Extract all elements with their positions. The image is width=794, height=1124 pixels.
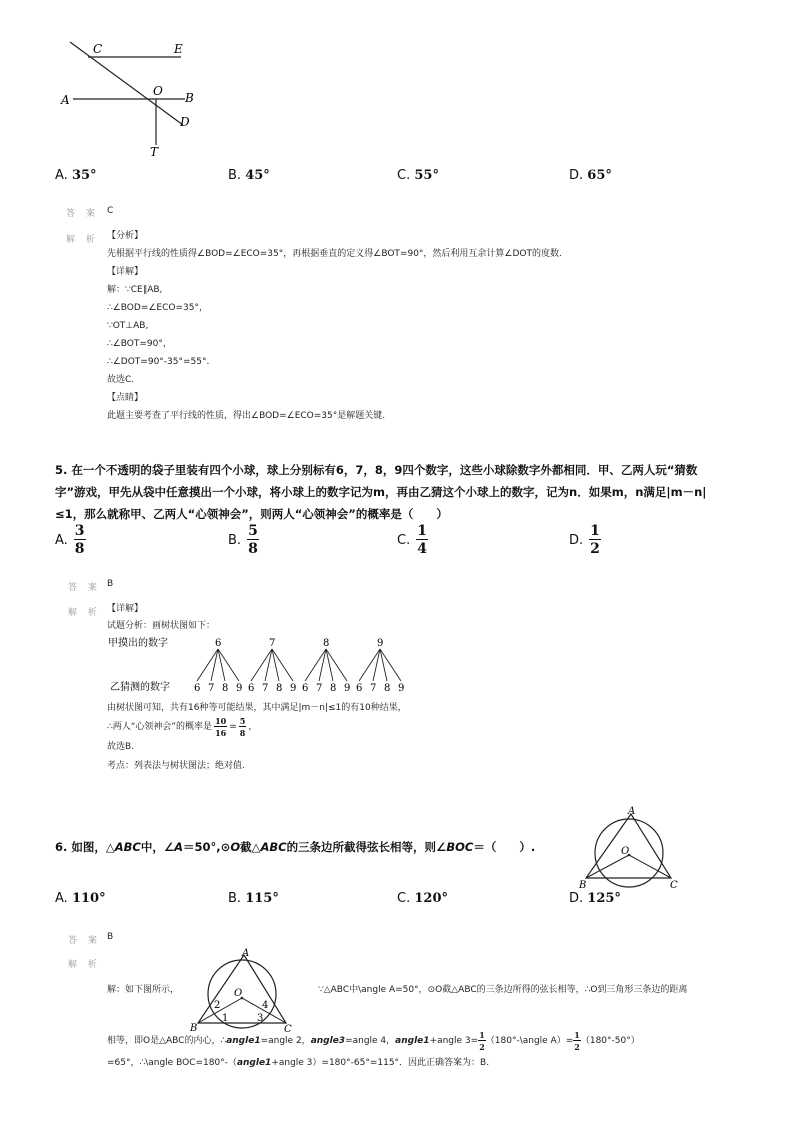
label-o: O [621, 846, 630, 857]
segment-ob [586, 855, 629, 878]
tree-leaf-9: 9 [398, 683, 405, 694]
stem-var: ABC [114, 840, 141, 854]
label-b: B [190, 1023, 198, 1034]
tree-root-8: 8 [323, 638, 330, 649]
numerator: 10 [215, 716, 227, 726]
tree-leaf-7: 7 [370, 683, 377, 694]
angle-label-4: 4 [262, 1000, 269, 1011]
tree-leaf-7: 7 [316, 683, 323, 694]
tree-bottom-label: 乙猜测的数字 [110, 682, 170, 693]
stem-var: O [230, 840, 241, 854]
analysis-line: ∵OT⊥AB, [107, 321, 149, 331]
solution-text: =65°，∴\angle BOC=180°-（ [107, 1058, 237, 1068]
denominator: 8 [248, 541, 258, 557]
label-b: B [579, 880, 587, 891]
stem-var: BOC [446, 840, 474, 854]
q5-option-b[interactable] [228, 524, 259, 556]
option-value: 110° [71, 891, 106, 906]
analysis-line: 故选C. [107, 375, 135, 385]
prob-fraction-a [214, 717, 227, 737]
numerator: 5 [248, 523, 258, 539]
option-value: 65° [587, 168, 612, 183]
numerator: 1 [479, 1030, 485, 1040]
tree-leaf-9: 9 [290, 683, 297, 694]
stem-var: A [174, 840, 184, 854]
q5-detail-heading: 【详解】 [107, 604, 144, 614]
numerator: 1 [590, 523, 600, 539]
tree-roots [215, 638, 383, 649]
prob-equals: = [229, 722, 237, 732]
tree-leaf-8: 8 [330, 683, 337, 694]
option-letter: D. [569, 891, 584, 906]
label-a: A [628, 806, 636, 817]
denominator: 16 [215, 728, 227, 738]
q4-option-b[interactable] [228, 168, 270, 183]
label-c: C [93, 42, 103, 56]
option-fraction [416, 524, 428, 556]
q6-solution-line1: ∵△ABC中\angle A=50°，⊙O截△ABC的三条边所得的弦长相等，∴O到三角形三条边的距离 [318, 985, 688, 995]
solution-text: （180°-\angle A）= [485, 1036, 574, 1046]
analysis-line: ∴∠BOD=∠ECO=35°， [107, 303, 208, 313]
option-letter: A. [55, 891, 68, 906]
tree-leaf-7: 7 [208, 683, 215, 694]
q4-analysis [107, 227, 562, 425]
stem-line: ≤1，那么就称甲、乙两人“心领神会”，则两人“心领神会”的概率是（ ） [55, 507, 448, 521]
option-letter: A. [55, 168, 68, 183]
analysis-line: 【详解】 [107, 267, 144, 277]
stem-text: 截△ [240, 840, 261, 854]
option-letter: B. [228, 532, 242, 548]
solution-var: angle1 [395, 1036, 430, 1046]
q6-solution-line3 [107, 1054, 489, 1072]
q4-answer-tag: 答 案 [66, 209, 99, 219]
option-letter: C. [397, 891, 411, 906]
option-fraction [74, 524, 86, 556]
option-value: 120° [414, 891, 448, 906]
tree-leaf-9: 9 [236, 683, 243, 694]
stem-text: ＝50°,⊙ [183, 840, 231, 854]
q5-option-d[interactable] [569, 524, 601, 556]
tree-leaf-6: 6 [194, 683, 201, 694]
q4-answer: C [107, 206, 114, 216]
label-d: D [180, 115, 190, 129]
q4-figure [55, 38, 215, 163]
solution-text: +angle 3= [429, 1036, 479, 1046]
option-fraction [247, 524, 259, 556]
q6-solution-line2 [107, 1031, 640, 1051]
tree-leaf-8: 8 [222, 683, 229, 694]
label-o: O [234, 988, 243, 999]
q6-answer-tag: 答 案 [68, 936, 101, 946]
label-a: A [242, 948, 250, 959]
q5-analysis-tag: 解 析 [68, 608, 101, 618]
label-a: A [61, 93, 70, 107]
q4-option-a[interactable] [55, 168, 97, 183]
option-letter: C. [397, 532, 411, 548]
solution-var: angle3 [310, 1036, 346, 1046]
q6-option-b[interactable] [228, 891, 279, 906]
denominator: 2 [574, 1042, 580, 1052]
option-letter: C. [397, 168, 411, 183]
solution-text: +angle 3）=180°-65°=115°．因此正确答案为：B. [271, 1058, 490, 1068]
q6-analysis-tag: 解 析 [68, 960, 101, 970]
analysis-line: 解：∵CE∥AB, [107, 285, 163, 295]
half-fraction [573, 1031, 581, 1051]
solution-text: =angle 2， [260, 1036, 311, 1046]
numerator: 3 [74, 523, 85, 539]
segment-oc [629, 855, 671, 878]
q6-figure [574, 804, 694, 896]
tree-top-label: 甲摸出的数字 [108, 638, 168, 649]
solution-text: （180°-50°） [580, 1036, 640, 1046]
tree-leaf-6: 6 [302, 683, 309, 694]
solution-text: 相等，即O是△ABC的内心，∴ [107, 1036, 227, 1046]
q6-solution-figure [186, 944, 296, 1036]
option-value: 45° [245, 168, 270, 183]
tree-leaf-9: 9 [344, 683, 351, 694]
stem-text: 6. 如图，△ [55, 840, 115, 854]
analysis-line: 【点睛】 [107, 393, 144, 403]
q4-option-c[interactable] [397, 168, 439, 183]
tree-leaf-7: 7 [262, 683, 269, 694]
option-letter: B. [228, 891, 242, 906]
angle-label-1: 1 [222, 1013, 229, 1024]
stem-text: ＝（ ）. [473, 840, 536, 854]
tree-leaves [194, 683, 404, 694]
analysis-line: 先根据平行线的性质得∠BOD=∠ECO=35°，再根据垂直的定义得∠BOT=90°，然后利用互余计算∠DOT的度数. [107, 249, 562, 259]
tree-diagram [108, 632, 428, 698]
tree-root-7: 7 [269, 638, 276, 649]
q5-option-c[interactable] [397, 524, 428, 556]
q6-option-d[interactable] [569, 891, 621, 906]
q5-result: 由树状图可知，共有16种等可能结果，其中满足|m－n|≤1的有10种结果， [107, 703, 407, 713]
angle-label-3: 3 [257, 1013, 264, 1024]
label-c: C [670, 880, 678, 891]
q4-analysis-tag: 解 析 [66, 235, 99, 245]
denominator: 2 [479, 1042, 485, 1052]
stem-text: 的三条边所截得弦长相等，则∠ [286, 840, 447, 854]
q5-answer-tag: 答 案 [68, 583, 101, 593]
option-value: 125° [587, 891, 621, 906]
prob-prefix: ∴两人“心领神会”的概率是 [107, 722, 213, 732]
tree-root-6: 6 [215, 638, 222, 649]
angle-label-2: 2 [214, 1000, 221, 1011]
prob-fraction-b [239, 717, 247, 737]
denominator: 8 [74, 541, 85, 557]
numerator: 1 [417, 523, 427, 539]
stem-line: 5. 在一个不透明的袋子里装有四个小球，球上分别标有6，7，8，9四个数字，这些小球除数字外都相同．甲、乙两人玩“猜数 [55, 463, 698, 477]
option-letter: D. [569, 168, 584, 183]
solution-var: angle1 [226, 1036, 261, 1046]
q5-stem [55, 459, 706, 525]
option-value: 55° [414, 168, 439, 183]
q5-option-a[interactable] [55, 524, 86, 556]
q5-points: 考点：列表法与树状图法；绝对值. [107, 761, 245, 771]
stem-line: 字”游戏，甲先从袋中任意摸出一个小球，将小球上的数字记为m，再由乙猜这个小球上的数字，记为n．如果m，n满足|m－n| [55, 485, 707, 499]
analysis-line: ∴∠DOT=90°-35°=55°. [107, 357, 210, 367]
option-value: 115° [245, 891, 279, 906]
prob-end: ， [248, 722, 258, 732]
option-letter: A. [55, 532, 68, 548]
numerator: 1 [574, 1030, 580, 1040]
q6-answer: B [107, 932, 114, 942]
tree-leaf-6: 6 [356, 683, 363, 694]
tree-root-9: 9 [377, 638, 384, 649]
label-t: T [150, 145, 159, 159]
tree-edges [197, 649, 401, 681]
tree-leaf-6: 6 [248, 683, 255, 694]
analysis-line: ∴∠BOT=90°， [107, 339, 172, 349]
line-transversal [70, 42, 183, 125]
label-o: O [153, 84, 163, 98]
q6-option-a[interactable] [55, 891, 106, 906]
label-c: C [284, 1024, 292, 1035]
tree-leaf-8: 8 [384, 683, 391, 694]
stem-text: 中，∠ [140, 840, 175, 854]
numerator: 5 [239, 716, 246, 726]
analysis-line: 此题主要考查了平行线的性质，得出∠BOD=∠ECO=35°是解题关键. [107, 411, 386, 421]
option-letter: B. [228, 168, 242, 183]
tree-leaf-8: 8 [276, 683, 283, 694]
analysis-line: 【分析】 [107, 231, 144, 241]
q5-intro: 试题分析：画树状图如下： [107, 621, 216, 631]
half-fraction [478, 1031, 486, 1051]
label-b: B [185, 91, 194, 105]
q4-option-d[interactable] [569, 168, 612, 183]
q6-option-c[interactable] [397, 891, 448, 906]
denominator: 4 [417, 541, 427, 557]
stem-var: ABC [260, 840, 287, 854]
solution-text: =angle 4， [345, 1036, 396, 1046]
q5-answer: B [107, 579, 114, 589]
denominator: 2 [590, 541, 600, 557]
q6-stem [55, 836, 535, 858]
q6-solution-intro: 解：如下图所示， [107, 985, 180, 995]
label-e: E [174, 42, 183, 56]
solution-var: angle1 [236, 1058, 272, 1068]
option-letter: D. [569, 532, 584, 548]
q5-choose: 故选B. [107, 742, 135, 752]
option-fraction [589, 524, 601, 556]
q5-probability-line [107, 715, 257, 739]
option-value: 35° [71, 168, 97, 183]
denominator: 8 [239, 728, 246, 738]
